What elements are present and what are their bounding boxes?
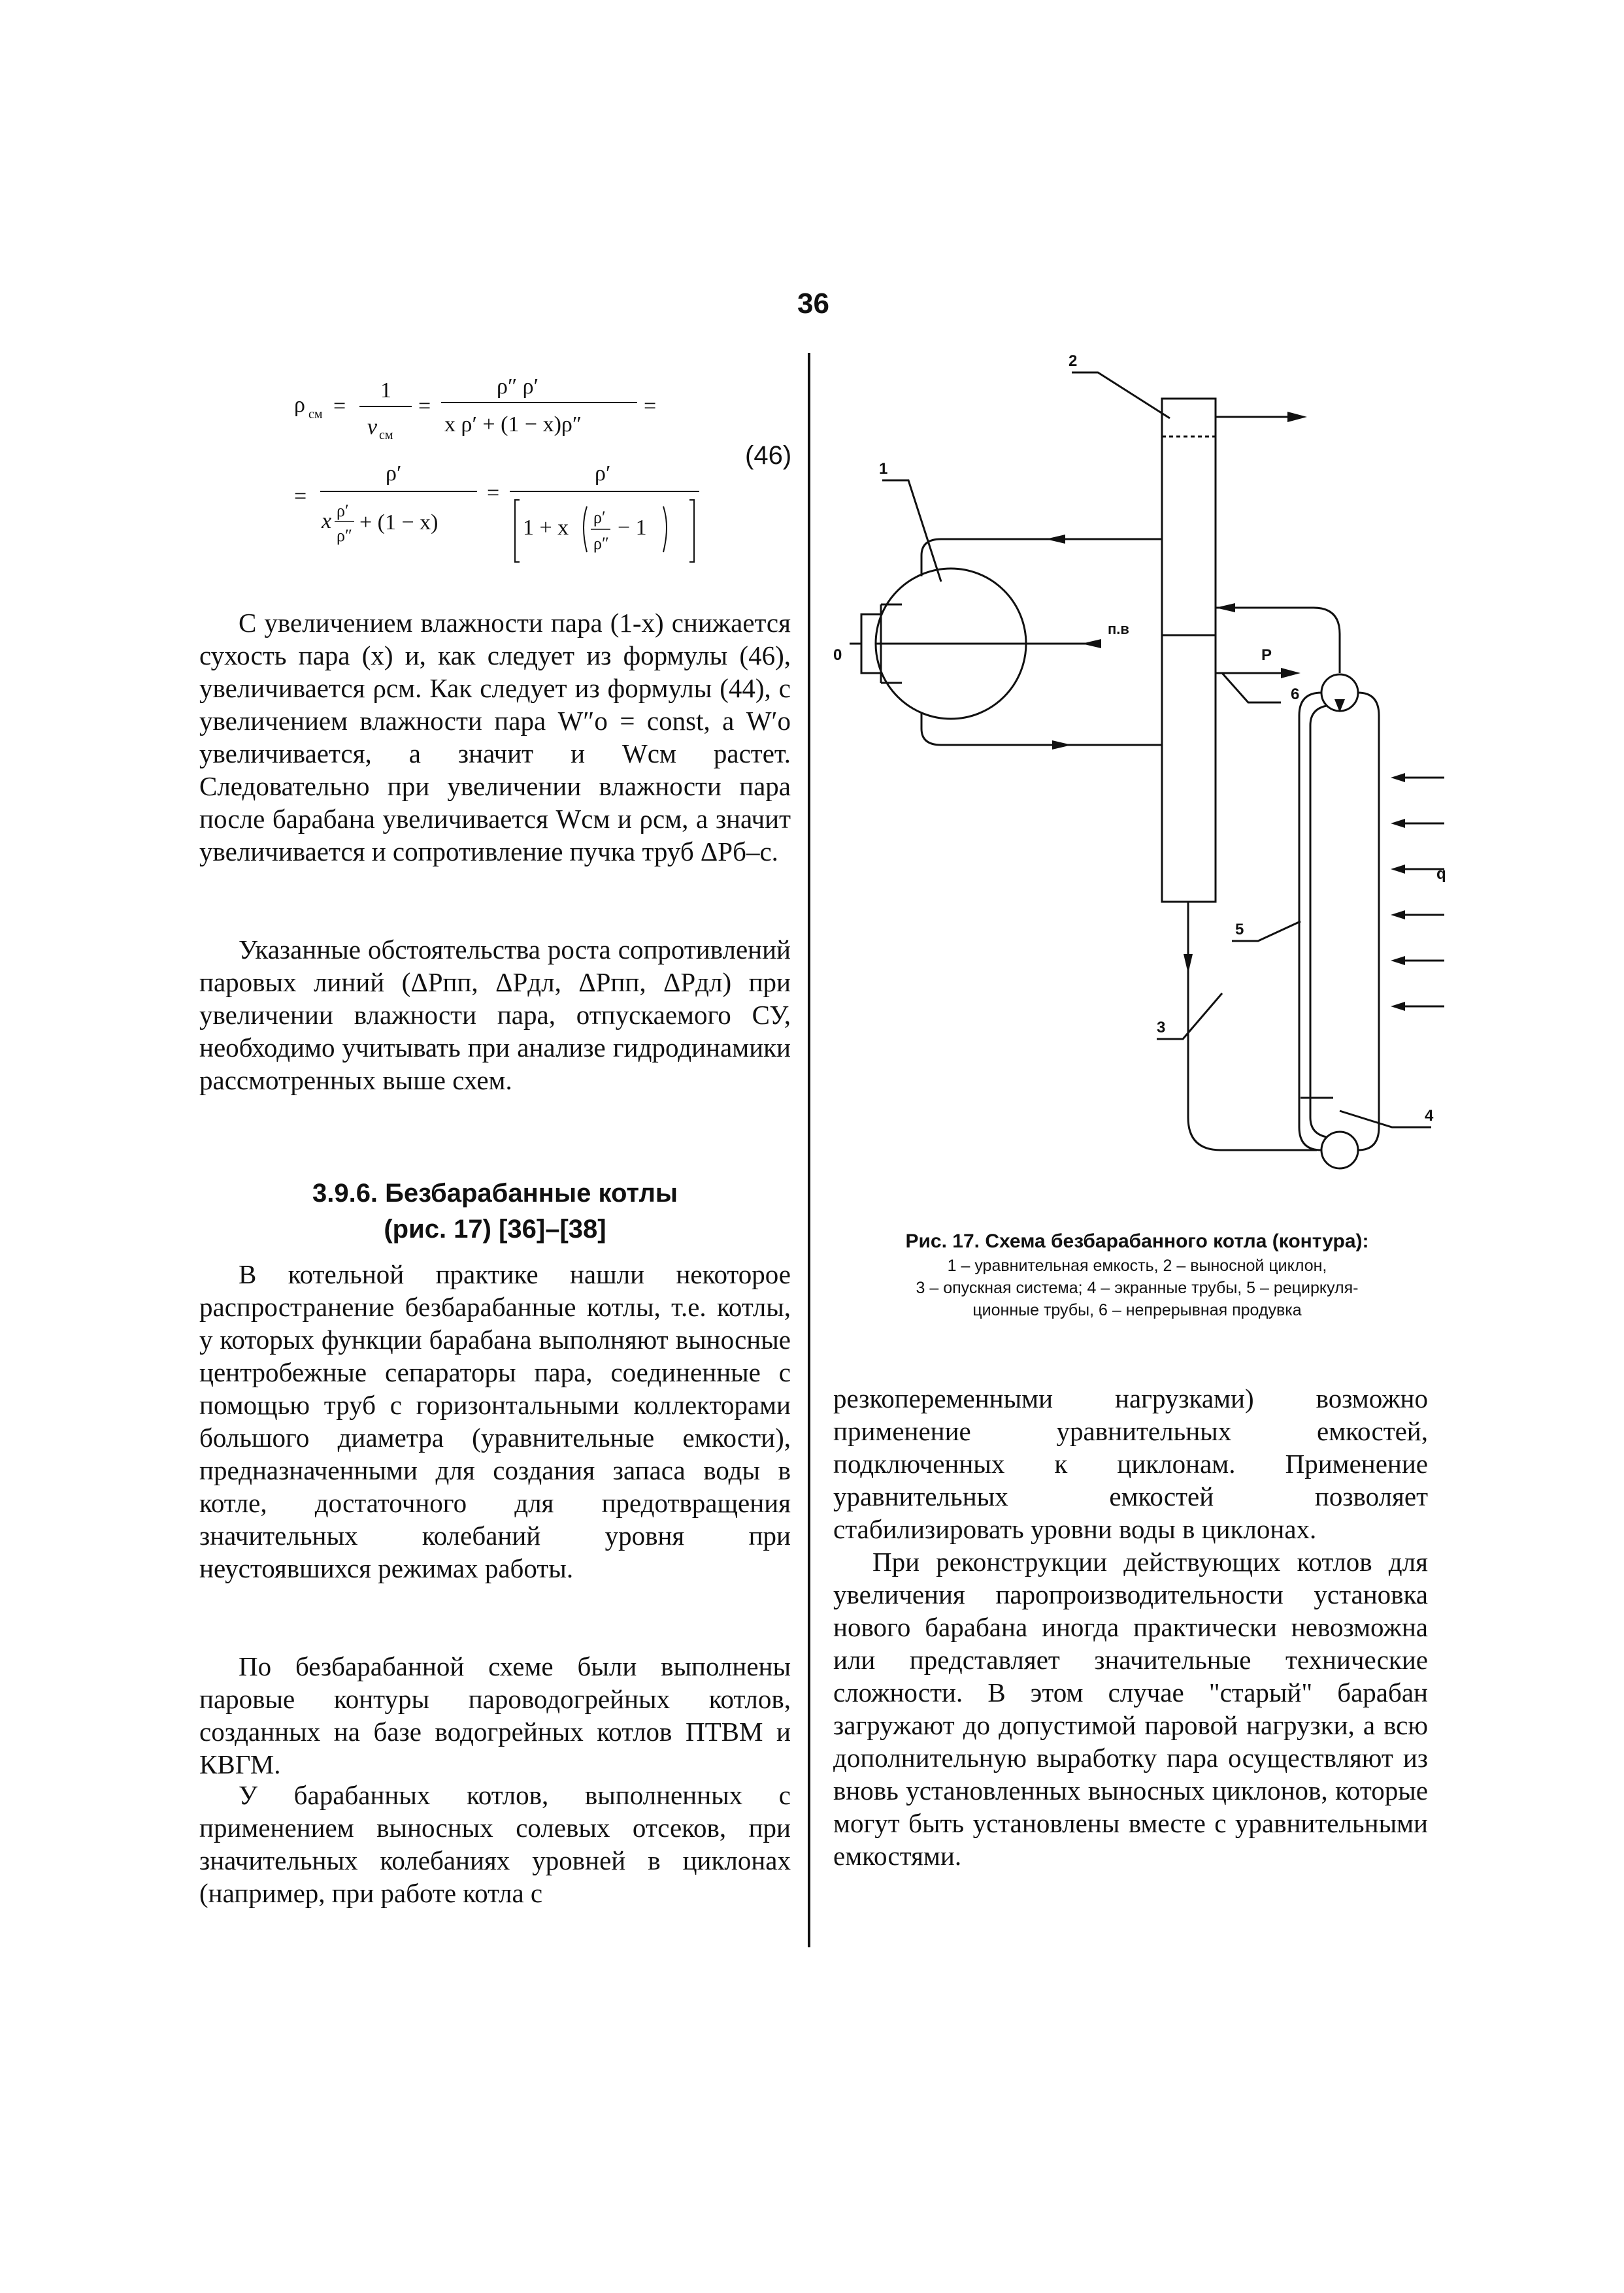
page-number: 36 (797, 288, 829, 320)
label-5: 5 (1235, 921, 1244, 938)
formula-minus1: − 1 (618, 516, 647, 540)
formula-rho1b: ρ′ (595, 461, 611, 486)
caption-line-2: 3 – опускная система; 4 – экранные трубы, 5 – рециркуля- (916, 1279, 1359, 1297)
label-1: 1 (879, 460, 888, 478)
svg-text:=: = (418, 394, 431, 418)
left-paragraph-5: У барабанных котлов, выполненных с применением выносных солевых отсеков, при значительных колебаниях уровней в циклонах (например, при работе котла с (199, 1780, 791, 1908)
label-pv: п.в (1108, 621, 1129, 637)
left-paragraph-1: С увеличением влажности пара (1-x) снижается сухость пара (x) и, как следует из формулы (46), увеличивается ρсм. Как следует из формулы (44), с увеличением влажности пара W″о = const, а W′о увеличивается, а значит и Wсм растет. Следовательно при увеличении влажности пара после барабана увеличивается Wсм и ρсм, а значит увеличивается и сопротивление пучка труб ΔPб–с. (199, 608, 791, 866)
label-6: 6 (1291, 685, 1300, 703)
caption-title: Рис. 17. Схема безбарабанного котла (контура): (905, 1230, 1369, 1252)
formula-den2-b: + (1 − x) (359, 510, 439, 535)
label-2: 2 (1069, 352, 1078, 370)
svg-text:ρ′: ρ′ (337, 501, 349, 520)
column-divider (808, 353, 810, 1947)
left-paragraph-2: Указанные обстоятельства роста сопротивлений паровых линий (ΔPпп, ΔPдл, ΔPпп, ΔPдл) при увеличении влажности пара, отпускаемого СУ, необходимо учитывать при анализе гидродинамики рассмотренных выше схем. (199, 934, 791, 1095)
right-paragraph-2: При реконструкции действующих котлов для увеличения паропроизводительности установка нового барабана иногда практически невозможна или представляет значительные технические сложности. В этом случае "старый" барабан загружают до допустимой паровой нагрузки, а всю дополнительную выработку пара осуществляют из вновь установленных выносных циклонов, которые могут быть установлены вместе с уравнительными емкостями. (833, 1547, 1428, 1871)
label-3: 3 (1157, 1019, 1166, 1036)
formula-den2-x: x (322, 509, 332, 533)
formula-rho-sm: ρ (294, 393, 305, 417)
formula-rho1a: ρ′ (386, 461, 402, 486)
svg-text:ρ″: ρ″ (593, 534, 609, 553)
caption-line-1: 1 – уравнительная емкость, 2 – выносной циклон, (947, 1257, 1327, 1275)
svg-text:=: = (487, 481, 500, 505)
cyclone-column (1162, 399, 1216, 902)
formula-one: 1 (380, 378, 391, 403)
label-0: 0 (833, 646, 842, 664)
label-4: 4 (1425, 1107, 1434, 1125)
formula-rr: ρ″ ρ′ (497, 374, 539, 399)
svg-text:см: см (379, 428, 393, 442)
formula-46 (281, 366, 797, 588)
section-heading-line1: 3.9.6. Безбарабанные котлы (312, 1179, 678, 1208)
left-paragraph-4: По безбарабанной схеме были выполнены паровые контуры пароводогрейных котлов, созданных на базе водогрейных котлов ПТВМ и КВГМ. (199, 1651, 791, 1779)
svg-text:ρ″: ρ″ (337, 526, 352, 545)
equation-number: (46) (745, 441, 792, 470)
caption-line-3: ционные трубы, 6 – непрерывная продувка (972, 1301, 1302, 1319)
section-heading-line2: (рис. 17) [36]–[38] (384, 1215, 606, 1244)
label-q: q (1436, 865, 1446, 883)
formula-den1: x ρ′ + (1 − x)ρ″ (444, 412, 582, 437)
svg-text:=: = (333, 394, 346, 418)
formula-v: v (367, 415, 378, 439)
formula-den3: 1 + x (523, 516, 569, 540)
figure-caption (843, 1229, 1431, 1321)
left-paragraph-3: В котельной практике нашли некоторое распространение безбарабанные котлы, т.е. котлы, у которых функции барабана выполняют выносные центробежные сепараторы пара, соединенные с помощью труб с горизонтальными коллекторами большого диаметра (уравнительные емкости), предназначенными для создания запаса воды в котле, достаточного для предотвращения значительных колебаний уровня при неустоявшихся режимах работы. (199, 1259, 791, 1583)
bottom-collector (1321, 1132, 1358, 1168)
right-paragraph-1: резкопеременными нагрузками) возможно применение уравнительных емкостей, подключенных к циклонам. Применение уравнительных емкостей позволяет стабилизировать уровни воды в циклонах. (833, 1383, 1428, 1544)
formula-sub-sm: см (308, 407, 323, 421)
svg-text:=: = (294, 484, 307, 508)
svg-text:=: = (644, 394, 657, 418)
boiler-scheme-figure (830, 346, 1451, 1189)
svg-text:ρ′: ρ′ (593, 508, 606, 527)
label-p: Р (1261, 646, 1272, 664)
